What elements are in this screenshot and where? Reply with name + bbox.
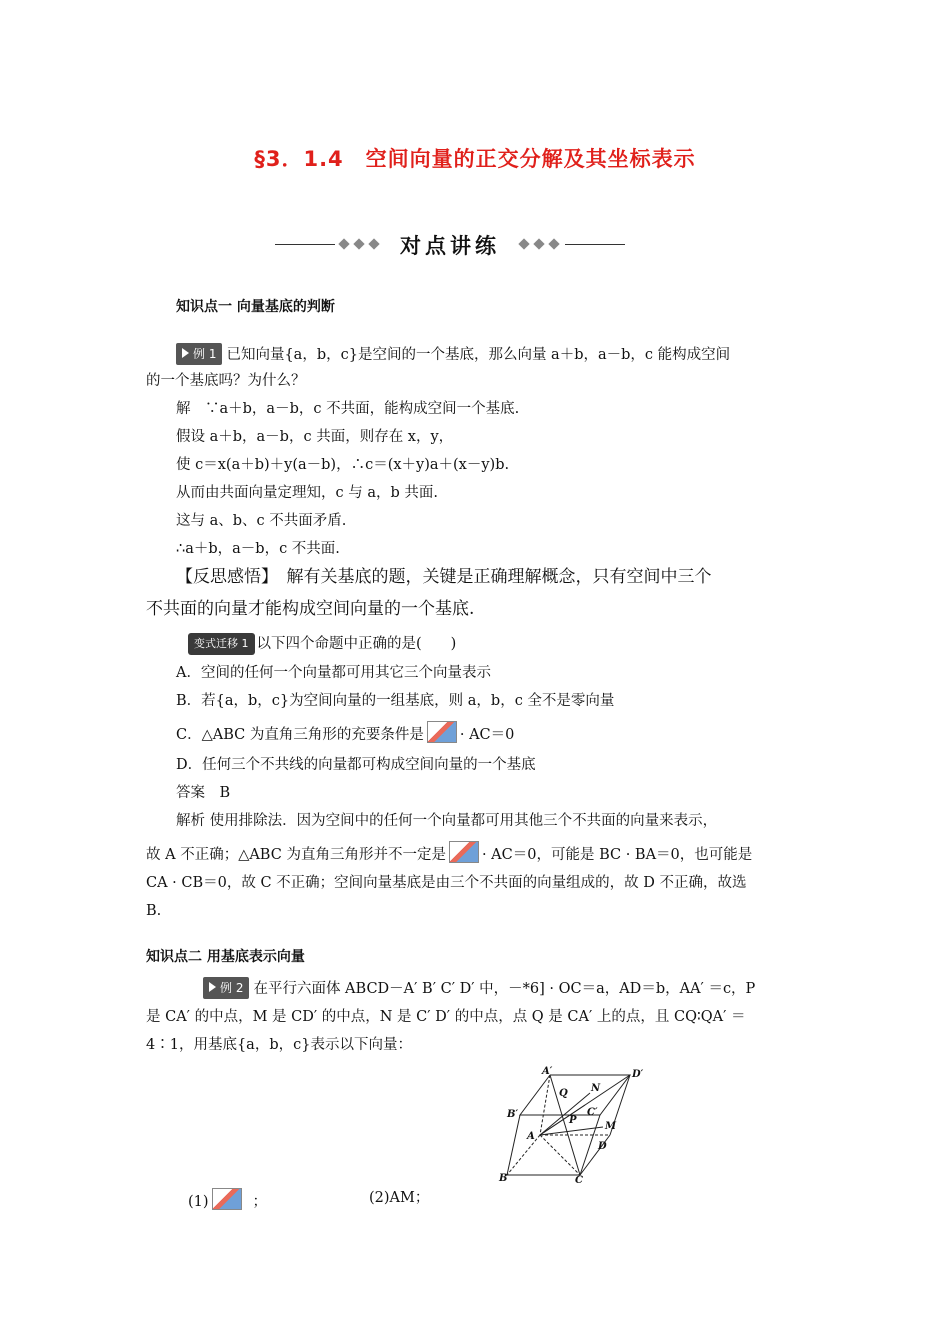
vector-formula-image xyxy=(449,841,479,863)
play-icon xyxy=(209,982,216,992)
diamond-icon xyxy=(533,238,544,249)
solution-line: ∴a＋b，a－b，c 不共面. xyxy=(176,541,340,557)
option-c: C．△ABC 为直角三角形的充要条件是 · AC＝0 xyxy=(176,721,514,745)
figure-edge xyxy=(580,1115,600,1175)
option-b: B．若{a，b，c}为空间向量的一组基底，则 a，b，c 全不是零向量 xyxy=(176,693,615,709)
variant-question: 变式迁移 1 以下四个命题中正确的是( ) xyxy=(188,633,456,655)
example2-question-line3: 4∶1，用基底{a，b，c}表示以下向量： xyxy=(146,1037,412,1053)
figure-label: D′ xyxy=(632,1069,644,1080)
figure-label: Q xyxy=(559,1088,568,1099)
figure-label: B xyxy=(499,1173,508,1184)
figure-hidden-edge xyxy=(507,1135,540,1175)
parallelepiped-figure xyxy=(495,1065,645,1185)
banner-line-left xyxy=(275,244,335,245)
banner-text: 对点讲练 xyxy=(400,234,500,258)
example2-badge: 例 2 xyxy=(203,977,249,999)
reflection-line2: 不共面的向量才能构成空间向量的一个基底. xyxy=(146,599,475,619)
solution-line: 解 ∵a＋b，a－b，c 不共面，能构成空间一个基底. xyxy=(176,401,520,417)
page-title: §3．1.4 空间向量的正交分解及其坐标表示 xyxy=(254,147,696,171)
figure-label: C′ xyxy=(587,1107,598,1118)
section1-heading: 知识点一 向量基底的判断 xyxy=(176,299,335,315)
figure-top-face xyxy=(520,1075,630,1115)
figure-label: C xyxy=(575,1175,583,1185)
subquestion-1: (1) ； xyxy=(188,1188,267,1212)
diamond-icon xyxy=(353,238,364,249)
solution-line: 使 c＝x(a＋b)＋y(a－b)，∴c＝(x＋y)a＋(x－y)b. xyxy=(176,457,510,473)
example2-question-line1: 例 2 在平行六面体 ABCD－A′ B′ C′ D′ 中，－*6] · OC＝a，AD＝b，AA′ ＝c，P xyxy=(203,977,755,999)
figure-label: N xyxy=(591,1083,601,1094)
analysis-line3: CA · CB＝0，故 C 不正确；空间向量基底是由三个不共面的向量组成的，故 D 不正确，故选 xyxy=(146,875,747,891)
figure-edge xyxy=(507,1115,520,1175)
figure-label: P xyxy=(569,1115,577,1126)
answer-line: 答案 B xyxy=(176,785,231,801)
section-banner xyxy=(270,230,630,260)
figure-label: D xyxy=(598,1141,607,1152)
figure-line xyxy=(540,1093,590,1135)
section2-heading: 知识点二 用基底表示向量 xyxy=(146,949,305,965)
diamond-icon xyxy=(518,238,529,249)
vector-formula-image xyxy=(212,1188,242,1210)
diamond-icon xyxy=(338,238,349,249)
example2-question-line2: 是 CA′ 的中点，M 是 CD′ 的中点，N 是 C′ D′ 的中点，点 Q 是 CA′ 上的点，且 CQ∶QA′ ＝ xyxy=(146,1009,746,1025)
figure-label: A′ xyxy=(542,1066,553,1077)
figure-hidden-edge xyxy=(540,1075,550,1135)
diamond-icon xyxy=(368,238,379,249)
vector-formula-image xyxy=(427,721,457,743)
figure-label: B′ xyxy=(507,1109,519,1120)
reflection-line1: 【反思感悟】 解有关基底的题，关键是正确理解概念，只有空间中三个 xyxy=(176,567,712,587)
analysis-line2: 故 A 不正确；△ABC 为直角三角形并不一定是 · AC＝0，可能是 BC · BA＝0，也可能是 xyxy=(146,841,752,865)
figure-label: M xyxy=(605,1121,617,1132)
play-icon xyxy=(182,348,189,358)
option-d: D．任何三个不共线的向量都可构成空间向量的一个基底 xyxy=(176,757,536,773)
analysis-line4: B. xyxy=(146,903,162,919)
banner-line-right xyxy=(565,244,625,245)
solution-line: 假设 a＋b，a－b，c 共面，则存在 x，y， xyxy=(176,429,454,445)
example1-badge: 例 1 xyxy=(176,343,222,365)
solution-line: 这与 a、b、c 不共面矛盾. xyxy=(176,513,347,529)
solution-line: 从而由共面向量定理知，c 与 a，b 共面. xyxy=(176,485,438,501)
figure-label: A xyxy=(527,1131,535,1142)
example1-question-line2: 的一个基底吗？为什么？ xyxy=(146,373,306,389)
variant-badge: 变式迁移 1 xyxy=(188,633,255,655)
analysis-line1: 解析 使用排除法．因为空间中的任何一个向量都可用其他三个不共面的向量来表示， xyxy=(176,813,718,829)
diamond-icon xyxy=(548,238,559,249)
subquestion-2: (2)AM； xyxy=(369,1190,430,1206)
example1-question-line1: 例 1 已知向量{a，b，c}是空间的一个基底，那么向量 a＋b，a－b，c 能构成空间 xyxy=(176,343,730,365)
option-a: A．空间的任何一个向量都可用其它三个向量表示 xyxy=(176,665,491,681)
